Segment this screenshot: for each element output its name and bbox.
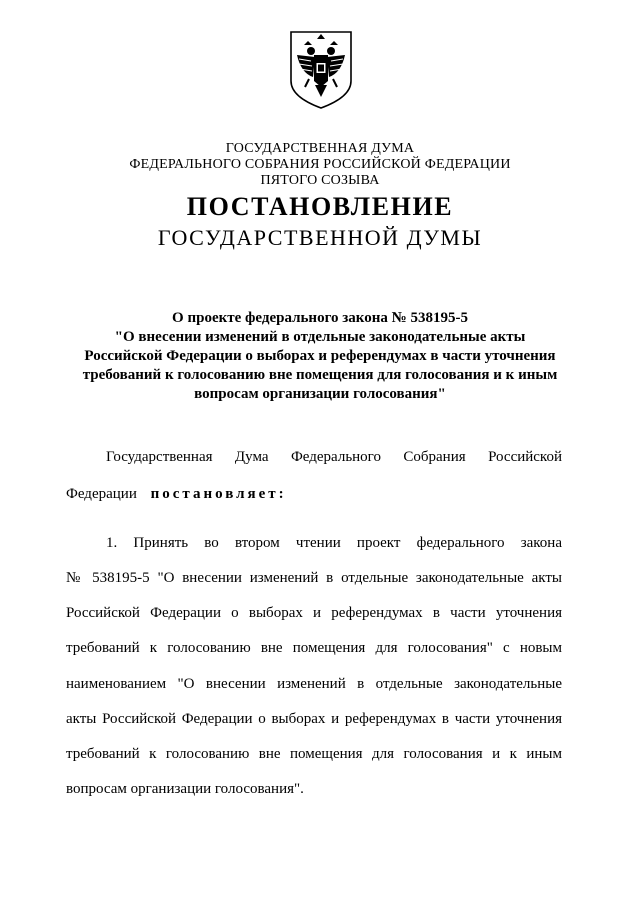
subject-line: "О внесении изменений в отдельные законодательные акты [114, 329, 526, 345]
item-line: требований к голосованию вне помещения для голосования и к иным [66, 746, 562, 762]
subject-line: Российской Федерации о выборах и референдумах в части уточнения [84, 348, 556, 364]
item-line: 1. Принять во втором чтении проект федерального закона [106, 535, 562, 551]
preamble-federation: Федерации [66, 486, 137, 502]
resolves-word: постановляет: [150, 486, 287, 502]
subject-line: вопросам организации голосования" [194, 386, 446, 402]
coat-of-arms-emblem [287, 29, 355, 111]
item-line: наименованием "О внесении изменений в отдельные законодательные [66, 676, 562, 692]
document-title: ПОСТАНОВЛЕНИЕ [186, 192, 454, 221]
preamble-line: Государственная Дума Федерального Собрания Российской [106, 449, 562, 465]
subject-line: О проекте федерального закона № 538195-5 [172, 310, 468, 326]
item-line: требований к голосованию вне помещения для голосования" с новым [66, 640, 562, 656]
item-line: № 538195-5 "О внесении изменений в отдельные законодательные акты [66, 570, 562, 586]
item-line: акты Российской Федерации о выборах и референдумах в части уточнения [66, 711, 562, 727]
preamble-line [66, 484, 562, 504]
item-line: вопросам организации голосования". [66, 781, 304, 797]
subject-line: требований к голосованию вне помещения для голосования и к иным [82, 367, 558, 383]
header-duma: ГОСУДАРСТВЕННАЯ ДУМА [225, 141, 415, 156]
header-federal-assembly: ФЕДЕРАЛЬНОГО СОБРАНИЯ РОССИЙСКОЙ ФЕДЕРАЦИИ [129, 157, 511, 172]
document-subtitle: ГОСУДАРСТВЕННОЙ ДУМЫ [157, 225, 483, 250]
header-convocation: ПЯТОГО СОЗЫВА [260, 173, 380, 188]
item-line: Российской Федерации о выборах и референдумах в части уточнения [66, 605, 562, 621]
